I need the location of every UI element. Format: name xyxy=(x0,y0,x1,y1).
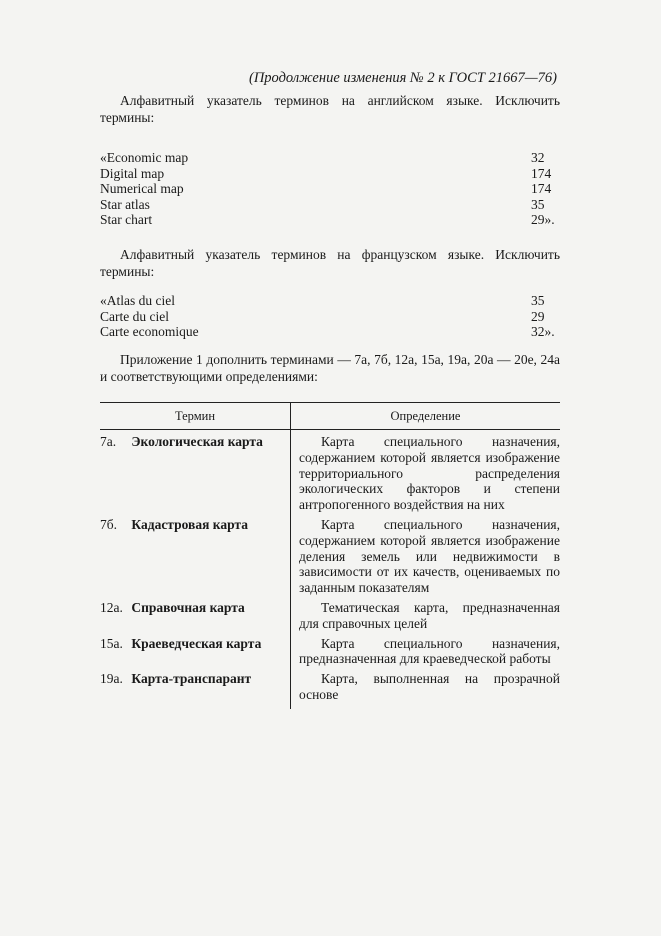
english-index-intro: Алфавитный указатель терминов на английском языке. Исключить термины: xyxy=(100,93,560,125)
term-cell xyxy=(100,632,291,668)
list-item xyxy=(100,150,555,166)
term-name: Экологическая карта xyxy=(131,434,263,449)
column-header-definition: Определение xyxy=(291,403,561,430)
term-text: Carte du ciel xyxy=(100,308,169,324)
term-text: Star chart xyxy=(100,212,153,227)
table-row xyxy=(100,596,560,632)
page-number: 29 xyxy=(531,308,545,324)
term-number: 12а. xyxy=(100,599,123,615)
definition-text: Карта специального назначения, предназначенная для краеведческой работы xyxy=(299,635,560,667)
list-item xyxy=(100,212,555,228)
term-text: Numerical map xyxy=(100,181,184,196)
page-header: (Продолжение изменения № 2 к ГОСТ 21667—76) xyxy=(248,70,557,86)
term-number: 15а. xyxy=(100,635,123,651)
definition-cell xyxy=(291,667,561,709)
page-number: 174 xyxy=(531,165,552,181)
definition-text: Карта специального назначения, содержанием которой является изображение территориального распределения экологических факторов и степени антропогенного воздействия на них xyxy=(299,434,560,513)
list-item xyxy=(100,324,555,340)
definition-text: Карта, выполненная на прозрачной основе xyxy=(299,671,560,702)
page-number: 29». xyxy=(531,212,555,227)
term-cell xyxy=(100,430,291,513)
page-number: 35 xyxy=(531,293,545,308)
definition-cell xyxy=(291,596,561,632)
term-text: «Atlas du ciel xyxy=(100,293,175,308)
list-item xyxy=(100,181,555,197)
definition-cell xyxy=(291,632,561,668)
page-number: 35 xyxy=(531,196,545,212)
definition-cell xyxy=(291,430,561,513)
table-header-row xyxy=(100,403,560,430)
term-name: Краеведческая карта xyxy=(131,635,262,651)
term-name: Карта-транспарант xyxy=(131,671,252,687)
term-number: 19а. xyxy=(100,671,123,687)
term-text: Digital map xyxy=(100,165,165,181)
terms-table xyxy=(100,402,560,709)
term-cell xyxy=(100,596,291,632)
term-text: Carte economique xyxy=(100,324,199,339)
term-number: 7а. xyxy=(100,434,117,449)
definition-cell xyxy=(291,513,561,596)
term-cell xyxy=(100,513,291,596)
list-item xyxy=(100,166,555,182)
term-number: 7б. xyxy=(100,516,117,532)
french-index-intro: Алфавитный указатель терминов на французском языке. Исключить термины: xyxy=(100,247,560,279)
list-item xyxy=(100,293,555,309)
column-header-term: Термин xyxy=(100,403,291,430)
page-number: 32 xyxy=(531,150,545,165)
term-cell xyxy=(100,667,291,709)
term-text: Star atlas xyxy=(100,196,150,212)
french-terms-list xyxy=(100,293,555,340)
table-row xyxy=(100,430,560,513)
table-row xyxy=(100,667,560,709)
term-name: Кадастровая карта xyxy=(131,516,248,532)
page-number: 174 xyxy=(531,181,552,196)
table-row xyxy=(100,632,560,668)
term-name: Справочная карта xyxy=(131,599,245,615)
list-item xyxy=(100,309,555,325)
table-row xyxy=(100,513,560,596)
english-terms-list xyxy=(100,150,555,228)
appendix-intro: Приложение 1 дополнить терминами — 7а, 7б, 12а, 15а, 19а, 20а — 20е, 24а и соответствующими определениями: xyxy=(100,352,560,384)
definition-text: Тематическая карта, предназначенная для справочных целей xyxy=(299,599,560,631)
term-text: «Economic map xyxy=(100,150,189,165)
definition-text: Карта специального назначения, содержанием которой является изображение деления земель или недвижимости в зависимости от их качеств, оцениваемых по заданным показателям xyxy=(299,516,560,596)
list-item xyxy=(100,197,555,213)
page-number: 32». xyxy=(531,324,555,339)
